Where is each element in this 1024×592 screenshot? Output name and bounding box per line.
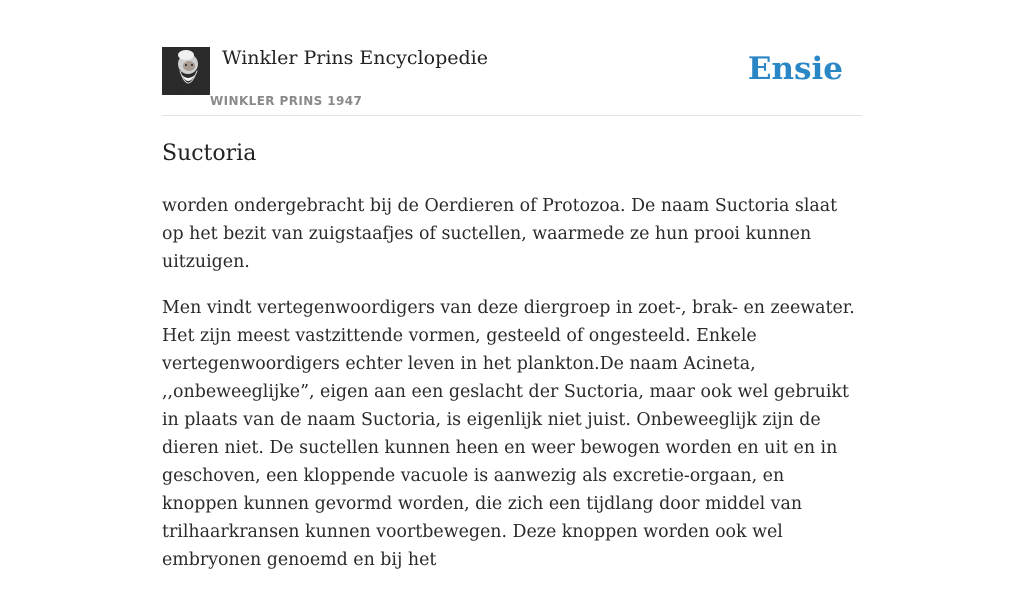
article-title: Suctoria <box>162 141 257 166</box>
brand-logo-link[interactable]: Ensie <box>747 51 843 87</box>
article-paragraph: Men vindt vertegenwoordigers van deze diergroep in zoet-, brak- en zeewater. Het zijn meest vastzittende vormen, gesteeld of ongesteeld. Enkele vertegenwoordigers echter leven in het plankton.De naam Acineta, ,,onbeweeglijke”, eigen aan een geslacht der Suctoria, maar ook wel gebruikt in plaats van de naam Suctoria, is eigenlijk niet juist. Onbeweeglijk zijn de dieren niet. De suctellen kunnen heen en weer bewogen worden en uit en in geschoven, een kloppende vacuole is aanwezig als excretie-orgaan, en knoppen kunnen gevormd worden, die zich een tijdlang door middel van trilhaarkransen kunnen voortbewegen. Deze knoppen worden ook wel embryonen genoemd en bij het <box>162 298 855 570</box>
site-header <box>162 0 862 116</box>
portrait-bearded-man-icon[interactable] <box>162 47 210 95</box>
site-title[interactable]: Winkler Prins Encyclopedie <box>222 47 488 69</box>
content-container <box>162 0 862 570</box>
source-label[interactable]: WINKLER PRINS 1947 <box>210 94 363 108</box>
article-paragraph: worden ondergebracht bij de Oerdieren of Protozoa. De naam Suctoria slaat op het bezit van zuigstaafjes of suctellen, waarmede ze hun prooi kunnen uitzuigen. <box>162 196 838 272</box>
article-body <box>162 192 862 592</box>
